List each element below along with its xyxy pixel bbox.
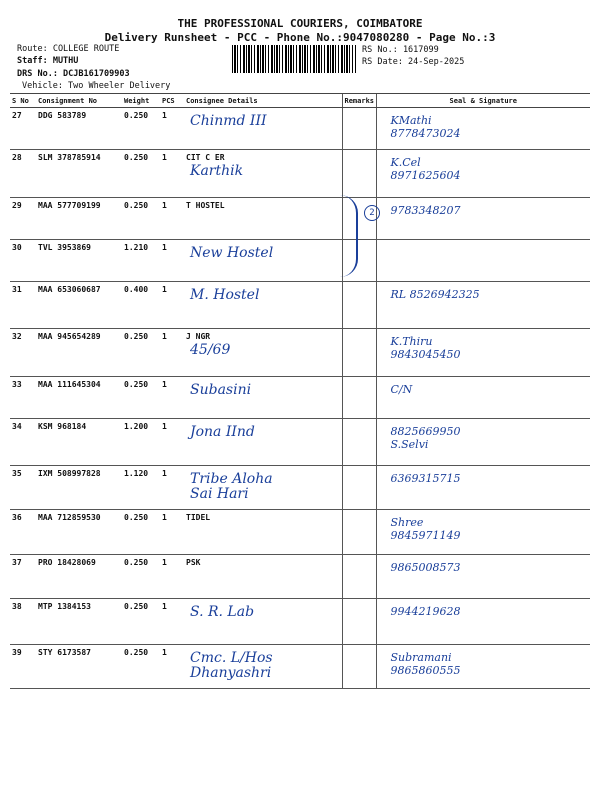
company-title: THE PROFESSIONAL COURIERS, COIMBATORE xyxy=(177,17,423,30)
handwritten-consignee: Karthik xyxy=(190,163,244,179)
cell-consignment xyxy=(36,329,122,377)
cell-consignee xyxy=(184,510,342,555)
cell-pcs xyxy=(160,466,184,510)
table-row xyxy=(10,377,590,419)
cell-consignment-text: KSM 968184 xyxy=(38,422,87,431)
cell-pcs-text: 1 xyxy=(162,153,167,162)
cell-pcs-text: 1 xyxy=(162,332,167,341)
cell-sno xyxy=(10,240,36,282)
cell-consignee xyxy=(184,198,342,240)
cell-consignment xyxy=(36,419,122,466)
cell-consignment-text: MAA 945654289 xyxy=(38,332,101,341)
handwritten-signature: KMathi 8778473024 xyxy=(390,114,461,140)
cell-weight-text: 0.250 xyxy=(124,111,149,120)
cell-consignee xyxy=(184,645,342,689)
col-header-consignment: Consignment No xyxy=(36,94,122,108)
col-header-seal: Seal & Signature xyxy=(376,94,590,108)
cell-seal xyxy=(376,510,590,555)
cell-remarks xyxy=(342,377,376,419)
cell-sno-text: 32 xyxy=(12,332,22,341)
cell-consignee-text: J NGR xyxy=(186,332,211,341)
col-header-weight: Weight xyxy=(122,94,160,108)
cell-consignee xyxy=(184,419,342,466)
cell-consignment xyxy=(36,198,122,240)
cell-pcs xyxy=(160,645,184,689)
vehicle-label: Vehicle: Two Wheeler Delivery xyxy=(22,81,171,91)
cell-weight-text: 0.250 xyxy=(124,648,149,657)
cell-sno xyxy=(10,555,36,599)
table-row xyxy=(10,150,590,198)
cell-pcs xyxy=(160,108,184,150)
cell-pcs-text: 1 xyxy=(162,243,167,252)
cell-consignment xyxy=(36,510,122,555)
col-header-consignee: Consignee Details xyxy=(184,94,342,108)
cell-seal xyxy=(376,198,590,240)
cell-pcs xyxy=(160,240,184,282)
table-row xyxy=(10,510,590,555)
cell-consignee xyxy=(184,599,342,645)
handwritten-consignee: Tribe Aloha Sai Hari xyxy=(190,471,273,502)
runsheet-subtitle: Delivery Runsheet - PCC - Phone No.:9047080280 - Page No.:3 xyxy=(104,31,496,44)
table-row xyxy=(10,282,590,329)
cell-sno xyxy=(10,466,36,510)
handwritten-signature: K.Cel 8971625604 xyxy=(390,156,461,182)
cell-pcs xyxy=(160,329,184,377)
cell-sno xyxy=(10,329,36,377)
staff-label: Staff: MUTHU xyxy=(17,56,79,66)
handwritten-consignee: 45/69 xyxy=(190,342,231,358)
cell-seal xyxy=(376,599,590,645)
cell-weight xyxy=(122,466,160,510)
cell-sno-text: 36 xyxy=(12,513,22,522)
cell-pcs-text: 1 xyxy=(162,111,167,120)
cell-consignee xyxy=(184,466,342,510)
cell-pcs-text: 1 xyxy=(162,285,167,294)
table-row xyxy=(10,108,590,150)
cell-sno-text: 31 xyxy=(12,285,22,294)
handwritten-signature: 9944219628 xyxy=(390,605,461,618)
handwritten-signature: C/N xyxy=(390,383,413,396)
cell-pcs-text: 1 xyxy=(162,602,167,611)
cell-consignment-text: MAA 712859530 xyxy=(38,513,101,522)
handwritten-signature: RL 8526942325 xyxy=(390,288,480,301)
cell-sno xyxy=(10,377,36,419)
cell-weight-text: 1.120 xyxy=(124,469,149,478)
cell-weight xyxy=(122,198,160,240)
handwritten-signature: 9783348207 xyxy=(390,204,461,217)
handwritten-consignee: Cmc. L/Hos Dhanyashri xyxy=(190,650,273,681)
cell-pcs xyxy=(160,282,184,329)
cell-seal xyxy=(376,329,590,377)
cell-consignee-text: CIT C ER xyxy=(186,153,225,162)
cell-remarks xyxy=(342,282,376,329)
table-row xyxy=(10,599,590,645)
cell-weight-text: 0.250 xyxy=(124,602,149,611)
cell-consignment xyxy=(36,150,122,198)
cell-sno-text: 29 xyxy=(12,201,22,210)
cell-sno-text: 34 xyxy=(12,422,22,431)
runsheet-table xyxy=(10,93,590,689)
cell-consignment xyxy=(36,555,122,599)
cell-seal xyxy=(376,555,590,599)
cell-pcs xyxy=(160,510,184,555)
col-header-remarks: Remarks xyxy=(342,94,376,108)
cell-seal xyxy=(376,108,590,150)
cell-pcs xyxy=(160,377,184,419)
cell-weight-text: 1.200 xyxy=(124,422,149,431)
cell-consignment xyxy=(36,108,122,150)
circled-number: 2 xyxy=(364,205,380,221)
cell-sno-text: 35 xyxy=(12,469,22,478)
cell-consignment-text: IXM 508997828 xyxy=(38,469,101,478)
handwritten-signature: 8825669950 S.Selvi xyxy=(390,425,461,451)
cell-consignment xyxy=(36,466,122,510)
cell-weight xyxy=(122,377,160,419)
table-header-row xyxy=(10,94,590,108)
table-row xyxy=(10,240,590,282)
cell-consignment-text: STY 6173587 xyxy=(38,648,91,657)
cell-sno-text: 37 xyxy=(12,558,22,567)
cell-consignee-text: T HOSTEL xyxy=(186,201,225,210)
route-label: Route: COLLEGE ROUTE xyxy=(17,44,120,54)
cell-pcs-text: 1 xyxy=(162,380,167,389)
handwritten-consignee: S. R. Lab xyxy=(190,604,255,620)
cell-sno-text: 33 xyxy=(12,380,22,389)
cell-weight xyxy=(122,108,160,150)
cell-sno-text: 30 xyxy=(12,243,22,252)
handwritten-signature: 6369315715 xyxy=(390,472,461,485)
cell-weight xyxy=(122,555,160,599)
cell-weight-text: 0.250 xyxy=(124,201,149,210)
cell-pcs xyxy=(160,150,184,198)
cell-weight xyxy=(122,599,160,645)
cell-weight-text: 0.250 xyxy=(124,513,149,522)
cell-pcs-text: 1 xyxy=(162,513,167,522)
cell-sno xyxy=(10,282,36,329)
handwritten-signature: Subramani 9865860555 xyxy=(390,651,461,677)
handwritten-signature: Shree 9845971149 xyxy=(390,516,461,542)
cell-pcs xyxy=(160,555,184,599)
cell-remarks xyxy=(342,150,376,198)
barcode xyxy=(232,45,356,73)
cell-remarks xyxy=(342,510,376,555)
cell-consignment-text: MAA 111645304 xyxy=(38,380,101,389)
bracket-mark xyxy=(330,195,358,277)
cell-remarks xyxy=(342,329,376,377)
cell-remarks xyxy=(342,419,376,466)
cell-sno-text: 27 xyxy=(12,111,22,120)
cell-weight xyxy=(122,510,160,555)
cell-consignee xyxy=(184,555,342,599)
cell-sno xyxy=(10,599,36,645)
cell-consignee xyxy=(184,150,342,198)
handwritten-consignee: M. Hostel xyxy=(190,287,260,303)
cell-consignment xyxy=(36,599,122,645)
drs-label: DRS No.: DCJB161709903 xyxy=(17,69,130,79)
cell-seal xyxy=(376,150,590,198)
cell-consignment xyxy=(36,282,122,329)
col-header-pcs: PCS xyxy=(160,94,184,108)
rs-date: RS Date: 24-Sep-2025 xyxy=(362,57,465,67)
cell-seal xyxy=(376,240,590,282)
cell-consignment-text: DDG 583789 xyxy=(38,111,87,120)
cell-consignee xyxy=(184,329,342,377)
cell-weight xyxy=(122,645,160,689)
cell-weight-text: 0.250 xyxy=(124,332,149,341)
cell-consignment-text: MAA 577709199 xyxy=(38,201,101,210)
cell-seal xyxy=(376,282,590,329)
cell-pcs-text: 1 xyxy=(162,469,167,478)
cell-remarks xyxy=(342,599,376,645)
cell-weight xyxy=(122,329,160,377)
cell-consignment-text: PRO 18428069 xyxy=(38,558,96,567)
cell-weight xyxy=(122,150,160,198)
cell-pcs-text: 1 xyxy=(162,201,167,210)
cell-weight-text: 0.250 xyxy=(124,153,149,162)
handwritten-signature: 9865008573 xyxy=(390,561,461,574)
cell-consignee-text: TIDEL xyxy=(186,513,211,522)
table-row xyxy=(10,555,590,599)
cell-seal xyxy=(376,377,590,419)
cell-seal xyxy=(376,419,590,466)
cell-remarks xyxy=(342,555,376,599)
cell-weight-text: 1.210 xyxy=(124,243,149,252)
cell-consignment xyxy=(36,377,122,419)
table-row xyxy=(10,419,590,466)
cell-pcs xyxy=(160,599,184,645)
table-row xyxy=(10,329,590,377)
cell-consignment-text: SLM 378785914 xyxy=(38,153,101,162)
cell-sno xyxy=(10,419,36,466)
cell-weight-text: 0.250 xyxy=(124,380,149,389)
cell-pcs-text: 1 xyxy=(162,558,167,567)
cell-consignee xyxy=(184,377,342,419)
cell-sno xyxy=(10,198,36,240)
cell-remarks xyxy=(342,466,376,510)
cell-sno xyxy=(10,150,36,198)
cell-sno-text: 38 xyxy=(12,602,22,611)
cell-consignee xyxy=(184,240,342,282)
col-header-sno: S No xyxy=(10,94,36,108)
cell-sno-text: 39 xyxy=(12,648,22,657)
cell-consignee xyxy=(184,282,342,329)
cell-seal xyxy=(376,466,590,510)
handwritten-signature: K.Thiru 9843045450 xyxy=(390,335,461,361)
table-row xyxy=(10,466,590,510)
table-row xyxy=(10,198,590,240)
cell-pcs xyxy=(160,198,184,240)
handwritten-consignee: Chinmd III xyxy=(190,113,267,129)
rs-no: RS No.: 1617099 xyxy=(362,45,439,55)
handwritten-consignee: New Hostel xyxy=(190,245,274,261)
cell-consignment-text: TVL 3953869 xyxy=(38,243,91,252)
cell-consignee-text: PSK xyxy=(186,558,201,567)
cell-sno xyxy=(10,510,36,555)
handwritten-consignee: Subasini xyxy=(190,382,252,398)
cell-seal xyxy=(376,645,590,689)
cell-remarks xyxy=(342,108,376,150)
cell-consignment-text: MAA 653060687 xyxy=(38,285,101,294)
cell-weight-text: 0.250 xyxy=(124,558,149,567)
handwritten-consignee: Jona IInd xyxy=(190,424,255,440)
cell-weight xyxy=(122,419,160,466)
cell-consignee xyxy=(184,108,342,150)
cell-consignment xyxy=(36,240,122,282)
cell-weight-text: 0.400 xyxy=(124,285,149,294)
cell-pcs-text: 1 xyxy=(162,648,167,657)
cell-weight xyxy=(122,240,160,282)
cell-consignment xyxy=(36,645,122,689)
cell-sno xyxy=(10,645,36,689)
cell-remarks xyxy=(342,645,376,689)
cell-pcs-text: 1 xyxy=(162,422,167,431)
cell-weight xyxy=(122,282,160,329)
cell-sno-text: 28 xyxy=(12,153,22,162)
cell-sno xyxy=(10,108,36,150)
table-row xyxy=(10,645,590,689)
cell-pcs xyxy=(160,419,184,466)
cell-consignment-text: MTP 1384153 xyxy=(38,602,91,611)
